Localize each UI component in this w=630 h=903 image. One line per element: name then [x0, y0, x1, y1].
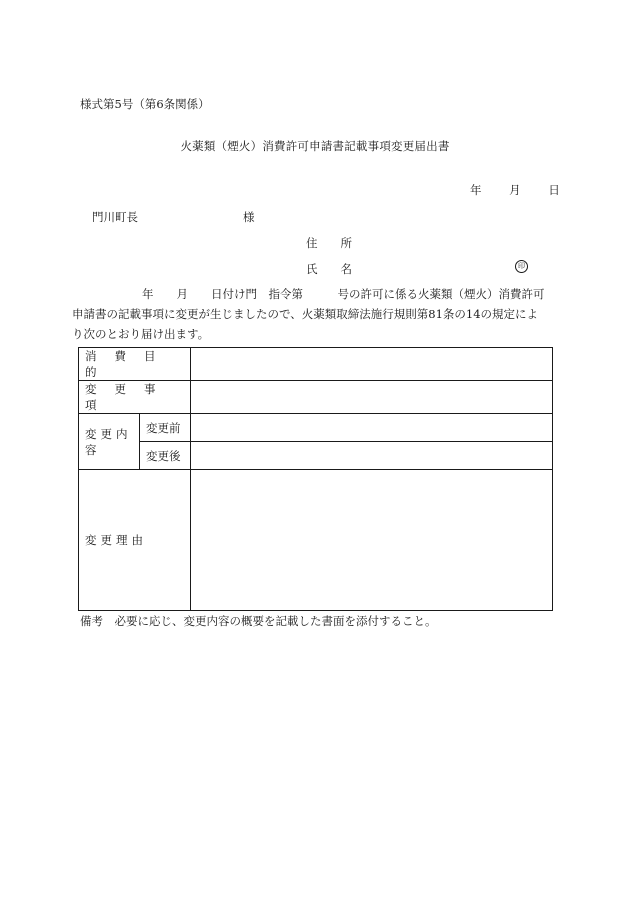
form-number: 様式第5号（第6条関係） [80, 97, 210, 111]
document-title: 火薬類（煙火）消費許可申請書記載事項変更届出書 [180, 139, 450, 153]
item-label: 変更事項 [85, 382, 174, 412]
name-label: 氏 名 [306, 262, 352, 276]
date-year: 年 [470, 183, 482, 197]
reason-label-cell [79, 470, 191, 611]
reason-label: 変更理由 [85, 533, 147, 547]
content-label: 変更内容 [85, 426, 132, 457]
item-label-cell [79, 381, 191, 414]
reason-value-cell[interactable] [191, 470, 553, 611]
body-line-1: 年 月 日付け門 指令第 号の許可に係る火薬類（煙火）消費許可 [142, 287, 545, 301]
after-value-cell[interactable] [191, 442, 553, 470]
address-label: 住 所 [306, 236, 352, 250]
change-details-table [78, 347, 553, 611]
body-line-2: 申請書の記載事項に変更が生じましたので、火薬類取締法施行規則第81条の14の規定によ [72, 307, 539, 321]
after-label: 変更後 [146, 448, 181, 463]
seal-mark: 印 [515, 260, 528, 273]
content-label-cell [79, 414, 140, 470]
purpose-label-cell [79, 348, 191, 381]
honorific: 様 [243, 210, 255, 224]
purpose-label: 消費目的 [85, 349, 174, 379]
remarks: 備考 必要に応じ、変更内容の概要を記載した書面を添付すること。 [80, 614, 437, 628]
date-line [470, 182, 560, 198]
date-day: 日 [548, 183, 560, 197]
body-line-3: り次のとおり届け出ます。 [72, 327, 210, 341]
after-label-cell [140, 442, 191, 470]
item-value-cell[interactable] [191, 381, 553, 414]
before-label: 変更前 [146, 420, 181, 435]
addressee: 門川町長 [92, 210, 138, 224]
before-label-cell [140, 414, 191, 442]
date-month: 月 [509, 183, 521, 197]
purpose-value-cell[interactable] [191, 348, 553, 381]
body-text [72, 284, 558, 344]
before-value-cell[interactable] [191, 414, 553, 442]
